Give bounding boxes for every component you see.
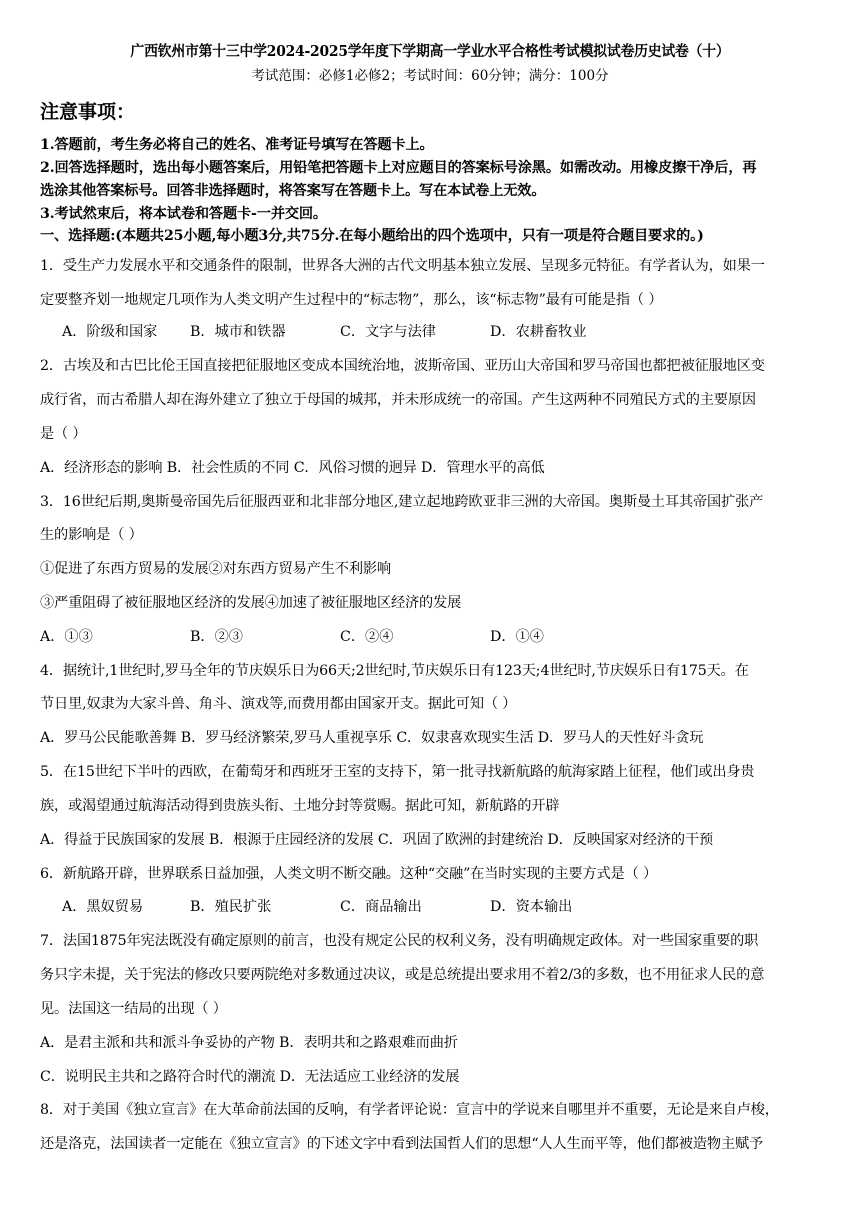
question-7-line-2: 务只字未提，关于宪法的修改只要两院绝对多数通过决议，或是总统提出要求用不着2/3的多数，也不用征求人民的意 (40, 967, 765, 983)
question-2-line-1: 2．古埃及和古巴比伦王国直接把征服地区变成本国统治地，波斯帝国、亚历山大帝国和罗马帝国也都把被征服地区变 (40, 358, 765, 374)
question-6-option-c: C．商品输出 (340, 899, 422, 915)
question-1-option-b: B．城市和铁器 (190, 324, 286, 340)
question-1-line-2: 定要整齐划一地规定几项作为人类文明产生过程中的“标志物”，那么，该“标志物”最有可能是指（ ） (40, 292, 663, 308)
question-8-line-1: 8．对于美国《独立宣言》在大革命前法国的反响，有学者评论说：宣言中的学说来自哪里并不重要，无论是来自卢梭， (40, 1102, 779, 1118)
notice-item-2-line-1: 2.回答选择题时，选出每小题答案后，用铅笔把答题卡上对应题目的答案标号涂黑。如需改动。用橡皮擦干净后，再 (40, 160, 757, 176)
question-5-line-2: 族，或渴望通过航海活动得到贵族头衔、土地分封等赏赐。据此可知，新航路的开辟 (40, 798, 560, 814)
question-1-option-a: A．阶级和国家 (62, 324, 158, 340)
notice-item-1: 1.答题前，考生务必将自己的姓名、准考证号填写在答题卡上。 (40, 137, 434, 153)
notice-heading: 注意事项： (40, 101, 136, 123)
question-4-line-2: 节日里,奴隶为大家斗兽、角斗、演戏等,而费用都由国家开支。据此可知（ ） (40, 696, 517, 712)
question-2-options: A．经济形态的影响 B．社会性质的不同 C．风俗习惯的迥异 D．管理水平的高低 (40, 460, 545, 476)
notice-item-2-line-2: 选涂其他答案标号。回答非选择题时，将答案写在答题卡上。写在本试卷上无效。 (40, 183, 546, 199)
question-6-option-d: D．资本输出 (490, 899, 573, 915)
question-5-line-1: 5．在15世纪下半叶的西欧，在葡萄牙和西班牙王室的支持下，第一批寻找新航路的航海家踏上征程，他们或出身贵 (40, 764, 755, 780)
question-1-option-c: C．文字与法律 (340, 324, 436, 340)
question-3-line-1: 3．16世纪后期,奥斯曼帝国先后征服西亚和北非部分地区,建立起地跨欧亚非三洲的大帝国。奥斯曼土耳其帝国扩张产 (40, 494, 764, 510)
question-1-line-1: 1．受生产力发展水平和交通条件的限制，世界各大洲的古代文明基本独立发展、呈现多元特征。有学者认为，如果一 (40, 258, 765, 274)
question-3-option-b: B．②③ (190, 629, 243, 645)
question-8-line-2: 还是洛克，法国读者一定能在《独立宣言》的下述文字中看到法国哲人们的思想“人人生而平等，他们都被造物主赋予 (40, 1136, 764, 1152)
question-6-option-a: A．黑奴贸易 (62, 899, 144, 915)
question-2-line-3: 是（ ） (40, 426, 87, 442)
question-4-options: A．罗马公民能歌善舞 B．罗马经济繁荣,罗马人重视享乐 C．奴隶喜欢现实生活 D．罗马人的天性好斗贪玩 (40, 730, 704, 746)
question-3-option-d: D．①④ (490, 629, 544, 645)
question-3-line-2: 生的影响是（ ） (40, 527, 143, 543)
question-5-options: A．得益于民族国家的发展 B．根源于庄园经济的发展 C．巩固了欧洲的封建统治 D．反映国家对经济的干预 (40, 832, 714, 848)
exam-subtitle: 考试范围：必修1必修2；考试时间：60分钟；满分：100分 (251, 68, 609, 84)
exam-title: 广西钦州市第十三中学2024-2025学年度下学期高一学业水平合格性考试模拟试卷历史试卷（十） (130, 43, 730, 60)
question-6-line-1: 6．新航路开辟，世界联系日益加强，人类文明不断交融。这种“交融”在当时实现的主要方式是（ ） (40, 866, 658, 882)
question-1-option-d: D．农耕畜牧业 (490, 324, 587, 340)
question-7-options-1: A．是君主派和共和派斗争妥协的产物 B．表明共和之路艰难而曲折 (40, 1035, 458, 1051)
question-7-line-1: 7．法国1875年宪法既没有确定原则的前言，也没有规定公民的权利义务，没有明确规定政体。对一些国家重要的职 (40, 933, 759, 949)
question-3-option-a: A．①③ (40, 629, 93, 645)
question-3-option-c: C．②④ (340, 629, 394, 645)
question-3-statement-2: ③严重阻碍了被征服地区经济的发展④加速了被征服地区经济的发展 (40, 595, 462, 611)
section-heading: 一、选择题:(本题共25小题,每小题3分,共75分.在每小题给出的四个选项中，只有一项是符合题目要求的。) (40, 228, 704, 244)
question-7-line-3: 见。法国这一结局的出现（ ） (40, 1001, 227, 1017)
question-3-statement-1: ①促进了东西方贸易的发展②对东西方贸易产生不利影响 (40, 561, 391, 577)
question-4-line-1: 4．据统计,1世纪时,罗马全年的节庆娱乐日为66天;2世纪时,节庆娱乐日有123天;4世纪时,节庆娱乐日有175天。在 (40, 663, 749, 679)
question-7-options-2: C．说明民主共和之路符合时代的潮流 D．无法适应工业经济的发展 (40, 1069, 460, 1085)
notice-item-3: 3.考试然束后，将本试卷和答题卡-一并交回。 (40, 206, 327, 222)
question-6-option-b: B．殖民扩张 (190, 899, 272, 915)
question-2-line-2: 成行省，而古希腊人却在海外建立了独立于母国的城邦，并未形成统一的帝国。产生这两种不同殖民方式的主要原因 (40, 392, 756, 408)
